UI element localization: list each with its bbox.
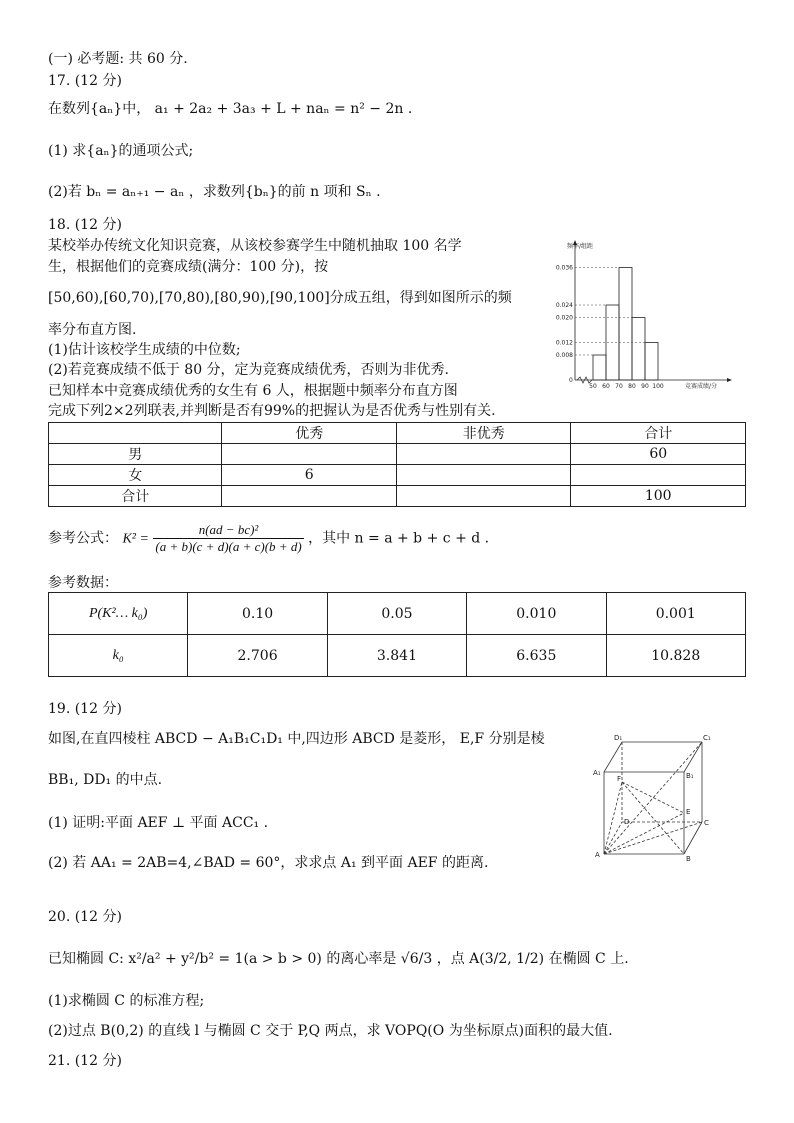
table-cell: 非优秀: [396, 423, 570, 444]
table-cell: 100: [571, 486, 746, 507]
table-cell: [49, 423, 222, 444]
label-f: F: [617, 775, 622, 783]
q20-line1: 已知椭圆 C: x²/a² + y²/b² = 1(a > b > 0) 的离心率是 √6/3 ，点 A(3/2, 1/2) 在椭圆 C 上.: [48, 951, 629, 967]
table-row: [49, 486, 746, 507]
q17-part2: (2)若 bₙ = aₙ₊₁ − aₙ ，求数列{bₙ}的前 n 项和 Sₙ .: [48, 184, 381, 200]
q18-line2: 生，根据他们的竞赛成绩(满分：100 分)，按: [48, 259, 329, 275]
q18-part2: (2)若竞赛成绩不低于 80 分，定为竞赛成绩优秀，否则为非优秀.: [48, 362, 449, 378]
y-axis-label: 频率/组距: [567, 243, 594, 250]
reference-data-table: [48, 592, 746, 677]
label-b1: B₁: [686, 772, 694, 780]
formula-tail: ，其中 n = a + b + c + d .: [308, 530, 490, 547]
label-d1: D₁: [614, 734, 623, 742]
table-cell: 0.010: [467, 593, 606, 635]
section-header: (一) 必考题: 共 60 分.: [48, 51, 188, 67]
formula-fraction: [153, 522, 303, 555]
formula-numerator: n(ad − bc)²: [153, 522, 303, 539]
q20-part2: (2)过点 B(0,2) 的直线 l 与椭圆 C 交于 P,Q 两点，求 VOPQ(O 为坐标原点)面积的最大值.: [48, 1023, 613, 1039]
q21-number: 21. (12 分): [48, 1053, 122, 1069]
q20-part1: (1)求椭圆 C 的标准方程;: [48, 993, 205, 1009]
q18-line4: 率分布直方图.: [48, 322, 137, 338]
reference-formula: [48, 522, 489, 555]
q19-part2: (2) 若 AA₁ = 2AB=4,∠BAD = 60°，求求点 A₁ 到平面 AEF 的距离.: [48, 855, 489, 871]
table-cell: k₀: [49, 635, 188, 677]
table-cell: 合计: [49, 486, 222, 507]
x-tick-label: 50: [589, 383, 597, 390]
table-row: [49, 465, 746, 486]
q17-stem: 在数列{aₙ}中， a₁ + 2a₂ + 3a₃ + L + naₙ = n² − 2n .: [48, 101, 413, 117]
label-c: C: [704, 819, 709, 827]
label-c1: C₁: [703, 734, 711, 742]
bar-80: [632, 318, 645, 381]
line-ae: [604, 813, 684, 854]
table-row: [49, 593, 746, 635]
table-row: [49, 635, 746, 677]
prism-figure: [590, 730, 720, 865]
table-cell: 6.635: [467, 635, 606, 677]
y-tick-label: 0.036: [555, 264, 573, 272]
q18-number: 18. (12 分): [48, 217, 122, 233]
table-cell: 10.828: [606, 635, 746, 677]
formula-lhs: K² =: [122, 531, 149, 547]
q17-number: 17. (12 分): [48, 73, 122, 89]
bar-50: [593, 355, 606, 380]
table-cell: 优秀: [222, 423, 396, 444]
q19-line2: BB₁, DD₁ 的中点.: [48, 772, 163, 788]
edge-a1d1: [604, 742, 622, 772]
table-cell: 男: [49, 444, 222, 465]
table-cell: 女: [49, 465, 222, 486]
table-cell: [222, 444, 396, 465]
table-cell: [222, 486, 396, 507]
histogram-chart: [535, 232, 735, 392]
table-cell: 合计: [571, 423, 746, 444]
q20-number: 20. (12 分): [48, 909, 122, 925]
q18-line5: 已知样本中竞赛成绩优秀的女生有 6 人，根据题中频率分布直方图: [48, 383, 458, 399]
x-tick-label: 90: [641, 383, 649, 390]
table-cell: P(K²… k₀): [49, 593, 188, 635]
table-cell: [396, 444, 570, 465]
label-d: D: [624, 818, 630, 826]
q17-part1: (1) 求{aₙ}的通项公式;: [48, 143, 194, 159]
table-cell: 6: [222, 465, 396, 486]
label-e: E: [686, 808, 691, 816]
bar-70: [619, 268, 632, 381]
line-fb: [622, 782, 684, 854]
formula-label: 参考公式：: [48, 530, 118, 547]
table-cell: 0.001: [606, 593, 746, 635]
formula-denominator: (a + b)(c + d)(a + c)(b + d): [155, 539, 302, 554]
x-axis-arrow: [727, 378, 732, 382]
q18-line3: [50,60),[60,70),[70,80),[80,90),[90,100]分成五组，得到如图所示的频: [48, 290, 512, 306]
x-tick-label: 60: [602, 383, 610, 390]
q19-part1: (1) 证明:平面 AEF ⊥ 平面 ACC₁ .: [48, 815, 269, 831]
table-cell: [396, 465, 570, 486]
x-tick-label: 100: [652, 383, 664, 390]
ref-data-label: 参考数据：: [48, 575, 118, 591]
table-cell: [396, 486, 570, 507]
label-a: A: [595, 851, 600, 859]
table-cell: [571, 465, 746, 486]
label-b: B: [686, 855, 691, 863]
diag-ac1: [604, 742, 702, 854]
diag-ac: [604, 822, 702, 854]
table-cell: 2.706: [188, 635, 327, 677]
q18-line1: 某校举办传统文化知识竞赛，从该校参赛学生中随机抽取 100 名学: [48, 238, 462, 254]
line-af: [604, 782, 622, 854]
table-cell: 0.10: [188, 593, 327, 635]
contingency-table: [48, 422, 746, 507]
edge-b1c1: [684, 742, 702, 772]
table-row: [49, 444, 746, 465]
y-tick-label: 0.024: [555, 302, 573, 309]
y-tick-label: 0.012: [555, 339, 573, 347]
line-fe: [622, 782, 684, 813]
x-tick-label: 70: [615, 383, 623, 390]
y-tick-label: 0.020: [555, 314, 573, 322]
table-cell: 3.841: [327, 635, 466, 677]
bar-90: [645, 343, 658, 381]
label-a1: A₁: [593, 769, 601, 777]
q18-line6: 完成下列2×2列联表,并判断是否有99%的把握认为是否优秀与性别有关.: [48, 403, 496, 419]
x-tick-label: 80: [628, 383, 636, 390]
table-cell: 60: [571, 444, 746, 465]
origin-label: 0: [569, 377, 573, 384]
q19-number: 19. (12 分): [48, 701, 122, 717]
x-axis-label: 竞赛成绩/分: [684, 383, 718, 390]
q18-part1: (1)估计该校学生成绩的中位数;: [48, 342, 241, 358]
table-cell: 0.05: [327, 593, 466, 635]
y-tick-label: 0.008: [555, 352, 573, 359]
table-row: [49, 423, 746, 444]
q19-line1: 如图,在直四棱柱 ABCD − A₁B₁C₁D₁ 中,四边形 ABCD 是菱形， E,F 分别是棱: [48, 731, 545, 747]
